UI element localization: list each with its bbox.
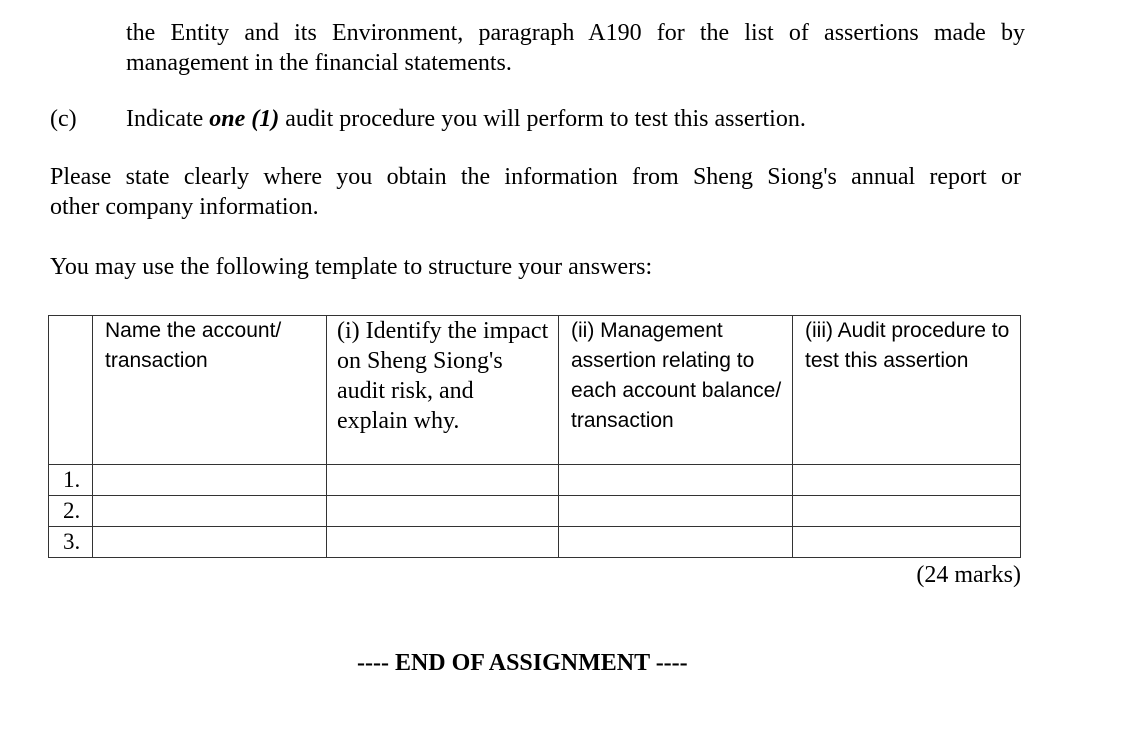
table-cell — [93, 465, 327, 496]
row-number: 1. — [49, 465, 93, 496]
row-number: 3. — [49, 527, 93, 558]
question-text-before: Indicate — [126, 106, 210, 132]
table-cell — [327, 527, 559, 558]
intro-line-1: the Entity and its Environment, paragraph A190 for the list of assertions made by — [126, 20, 1025, 46]
question-label: (c) — [50, 106, 77, 132]
table-row — [49, 496, 1021, 527]
table-row — [49, 465, 1021, 496]
header-cell-account: Name the account/ transaction — [93, 316, 327, 465]
table-cell — [559, 527, 793, 558]
table-cell — [793, 465, 1021, 496]
question-c-text — [126, 104, 806, 134]
template-intro: You may use the following template to structure your answers: — [50, 254, 653, 280]
table-row — [49, 527, 1021, 558]
end-of-assignment: ---- END OF ASSIGNMENT ---- — [357, 650, 688, 676]
marks-label: (24 marks) — [916, 562, 1021, 588]
header-cell-procedure: (iii) Audit procedure to test this assertion — [793, 316, 1021, 465]
table-cell — [559, 496, 793, 527]
table-header-row — [49, 316, 1021, 465]
table-cell — [559, 465, 793, 496]
intro-line-2: management in the financial statements. — [126, 50, 512, 76]
table-cell — [327, 465, 559, 496]
row-number: 2. — [49, 496, 93, 527]
table-cell — [793, 496, 1021, 527]
table-cell — [327, 496, 559, 527]
table-cell — [93, 496, 327, 527]
table-cell — [93, 527, 327, 558]
instruction-line-1: Please state clearly where you obtain the information from Sheng Siong's annual report or — [50, 164, 1021, 190]
header-cell-impact: (i) Identify the impact on Sheng Siong's audit risk, and explain why. — [327, 316, 559, 465]
question-emphasis: one (1) — [209, 106, 280, 132]
answer-template-table — [48, 315, 1021, 558]
header-cell-assertion: (ii) Management assertion relating to each account balance/ transaction — [559, 316, 793, 465]
table-cell — [793, 527, 1021, 558]
question-text-after: audit procedure you will perform to test this assertion. — [279, 106, 806, 132]
instruction-line-2: other company information. — [50, 194, 319, 220]
header-cell-number — [49, 316, 93, 465]
